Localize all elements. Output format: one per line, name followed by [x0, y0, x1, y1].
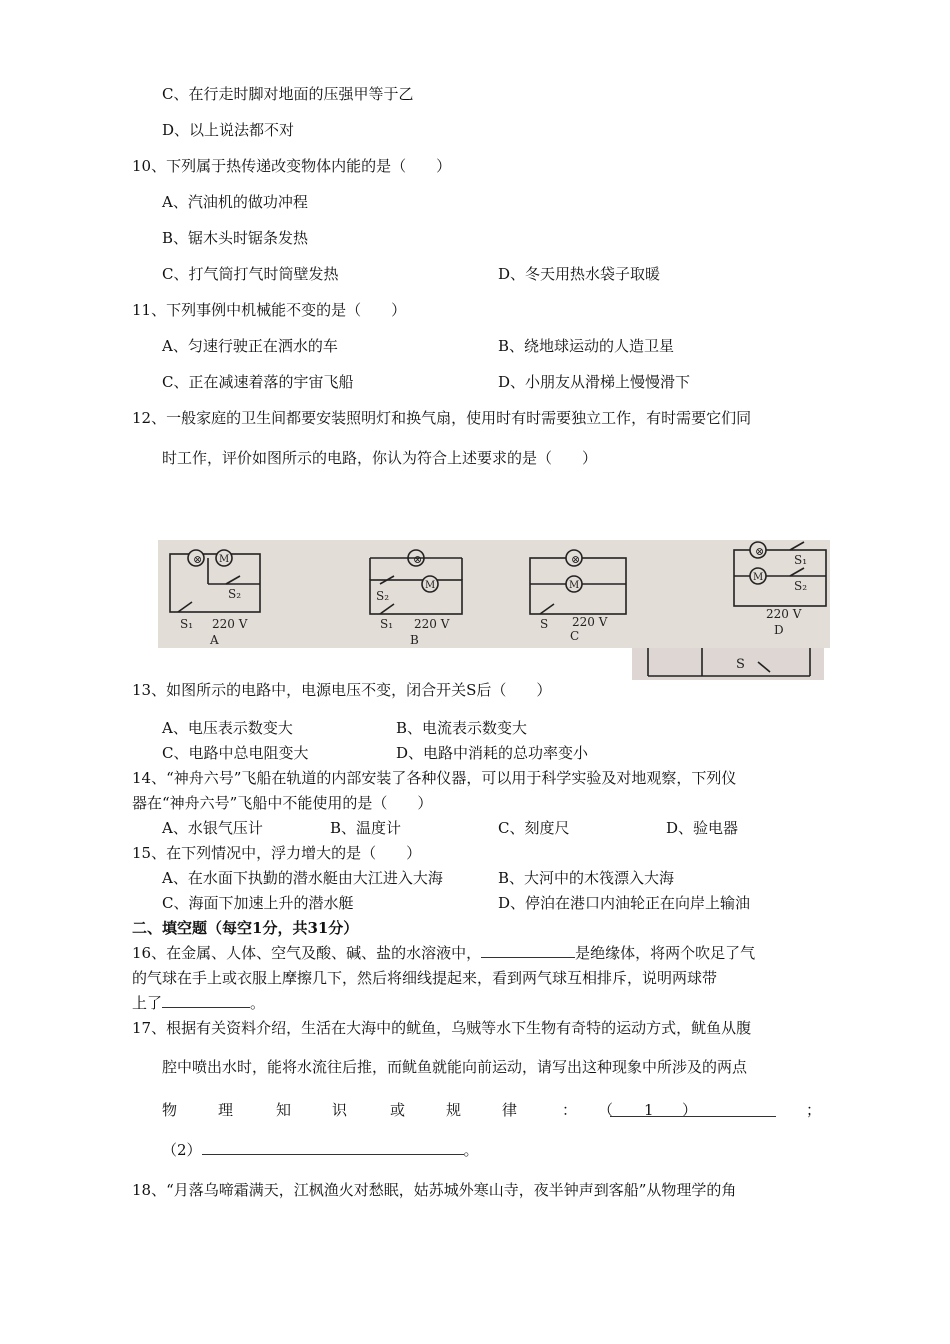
circuit-a-s1-label: S₁ — [180, 617, 194, 631]
q17-char-9: （ — [598, 1101, 614, 1119]
circuit-b-motor-label: M — [425, 580, 436, 591]
circuit-d-s2-label: S₂ — [794, 579, 808, 593]
q16-line3-part2: 。 — [250, 994, 266, 1012]
circuit-d-s1-label: S₁ — [794, 553, 808, 567]
q17-char-11: ） — [682, 1101, 698, 1119]
section-2-heading: 二、填空题（每空1分，共31分） — [132, 919, 359, 937]
q13-circuit-figure — [632, 648, 824, 680]
circuit-d-voltage-label: 220 V — [766, 607, 802, 621]
q14-option-d: D、验电器 — [666, 819, 739, 837]
circuit-b-voltage-label: 220 V — [414, 617, 450, 631]
q10-option-d: D、冬天用热水袋子取暖 — [498, 265, 661, 283]
circuit-c-lamp-symbol: ⊗ — [571, 553, 581, 566]
circuit-a-s2-label: S₂ — [228, 587, 242, 601]
q17-line1: 17、根据有关资料介绍，生活在大海中的鱿鱼，乌贼等水下生物有奇特的运动方式，鱿鱼从腹 — [132, 1019, 752, 1037]
q14-option-b: B、温度计 — [330, 819, 402, 837]
q13-switch-label: S — [736, 657, 745, 672]
q17-char-5: 或 — [390, 1101, 406, 1119]
q17-char-10: 1 — [644, 1101, 654, 1119]
circuit-diagrams-svg — [158, 540, 830, 648]
q13-option-a: A、电压表示数变大 — [162, 719, 293, 737]
q15-option-d: D、停泊在港口内油轮正在向岸上输油 — [498, 894, 751, 912]
q15-stem: 15、在下列情况中，浮力增大的是（ ） — [132, 844, 422, 862]
q9-option-c: C、在行走时脚对地面的压强甲等于乙 — [162, 85, 414, 103]
q17-char-6: 规 — [446, 1101, 462, 1119]
circuit-d-tag: D — [774, 623, 784, 637]
q14-option-c: C、刻度尺 — [498, 819, 570, 837]
q10-option-b: B、锯木头时锯条发热 — [162, 229, 309, 247]
q15-option-b: B、大河中的木筏漂入大海 — [498, 869, 675, 887]
q17-line4 — [162, 1140, 479, 1160]
q14-stem-line2: 器在“神舟六号”飞船中不能使用的是（ ） — [132, 794, 433, 812]
q17-char-7: 律 — [502, 1101, 518, 1119]
q13-switch — [758, 662, 770, 672]
q16-blank-2[interactable] — [162, 993, 250, 1008]
q16-line3 — [132, 993, 265, 1013]
q12-stem-line2: 时工作，评价如图所示的电路，你认为符合上述要求的是（ ） — [162, 449, 598, 467]
q17-char-4: 识 — [332, 1101, 348, 1119]
circuit-d-switch-s1 — [790, 542, 804, 550]
q10-option-a: A、汽油机的做功冲程 — [162, 193, 308, 211]
q16-line1-part1: 16、在金属、人体、空气及酸、碱、盐的水溶液中， — [132, 944, 482, 962]
circuit-b-lamp-symbol: ⊗ — [413, 553, 423, 566]
circuit-b-tag: B — [410, 633, 419, 647]
q17-char-2: 理 — [218, 1101, 234, 1119]
circuit-a-frame — [170, 554, 260, 612]
q16-line1-part2: 是绝缘体，将两个吹足了气 — [575, 944, 756, 962]
circuit-c-motor-label: M — [569, 580, 580, 591]
circuit-d-lamp-symbol: ⊗ — [755, 545, 765, 558]
q17-blank-2[interactable] — [202, 1140, 464, 1155]
circuit-diagrams-figure — [158, 540, 830, 648]
q10-option-c: C、打气筒打气时筒壁发热 — [162, 265, 339, 283]
circuit-a-voltage-label: 220 V — [212, 617, 248, 631]
q17-line4-part1: （2） — [162, 1141, 202, 1159]
q14-option-a: A、水银气压计 — [162, 819, 263, 837]
circuit-d-switch-s2 — [790, 568, 804, 576]
circuit-a-tag: A — [210, 633, 219, 647]
circuit-a-motor-label: M — [219, 554, 230, 565]
q14-stem-line1: 14、“神舟六号”飞船在轨道的内部安装了各种仪器，可以用于科学实验及对地观察，下列仪 — [132, 769, 737, 787]
q18-line1: 18、“月落乌啼霜满天，江枫渔火对愁眠，姑苏城外寒山寺，夜半钟声到客船”从物理学的角 — [132, 1181, 737, 1199]
q11-option-c: C、正在减速着落的宇宙飞船 — [162, 373, 354, 391]
q11-stem: 11、下列事例中机械能不变的是（ ） — [132, 301, 407, 319]
q17-line2: 腔中喷出水时，能将水流往后推，而鱿鱼就能向前运动，请写出这种现象中所涉及的两点 — [162, 1058, 748, 1076]
q12-stem-line1: 12、一般家庭的卫生间都要安装照明灯和换气扇，使用时有时需要独立工作，有时需要它们同 — [132, 409, 752, 427]
circuit-b-s2-label: S₂ — [376, 589, 390, 603]
q10-stem: 10、下列属于热传递改变物体内能的是（ ） — [132, 157, 452, 175]
circuit-c-switch-s — [540, 604, 554, 614]
circuit-d-frame — [734, 550, 826, 606]
q11-option-b: B、绕地球运动的人造卫星 — [498, 337, 675, 355]
q13-option-c: C、电路中总电阻变大 — [162, 744, 309, 762]
q13-circuit-svg — [632, 648, 824, 680]
circuit-b-switch-s1 — [380, 604, 394, 614]
circuit-b-s1-label: S₁ — [380, 617, 394, 631]
q16-line2: 的气球在手上或衣服上摩擦几下，然后将细线提起来，看到两气球互相排斥，说明两球带 — [132, 969, 718, 987]
q11-option-d: D、小朋友从滑梯上慢慢滑下 — [498, 373, 691, 391]
circuit-d-motor-label: M — [753, 572, 764, 583]
q17-char-1: 物 — [162, 1101, 178, 1119]
q9-option-d: D、以上说法都不对 — [162, 121, 295, 139]
q17-char-3: 知 — [276, 1101, 292, 1119]
q13-stem: 13、如图所示的电路中，电源电压不变，闭合开关S后（ ） — [132, 681, 552, 699]
q15-option-a: A、在水面下执勤的潜水艇由大江进入大海 — [162, 869, 443, 887]
q17-line4-part2: 。 — [463, 1141, 479, 1159]
q16-blank-1[interactable] — [481, 943, 575, 958]
q15-option-c: C、海面下加速上升的潜水艇 — [162, 894, 354, 912]
q17-line3-end: ； — [806, 1101, 822, 1119]
q17-char-8: ： — [562, 1101, 578, 1119]
q11-option-a: A、匀速行驶正在洒水的车 — [162, 337, 338, 355]
q17-blank-1[interactable] — [610, 1102, 776, 1117]
q13-option-d: D、电路中消耗的总功率变小 — [396, 744, 589, 762]
circuit-a-switch-s2 — [226, 576, 240, 584]
circuit-a-lamp-symbol: ⊗ — [193, 553, 203, 566]
q13-option-b: B、电流表示数变大 — [396, 719, 528, 737]
circuit-c-tag: C — [570, 629, 580, 643]
q16-line1 — [132, 943, 755, 963]
circuit-c-s-label: S — [540, 617, 549, 631]
q16-line3-part1: 上了 — [132, 994, 163, 1012]
circuit-c-voltage-label: 220 V — [572, 615, 608, 629]
circuit-a-switch-s1 — [178, 602, 192, 612]
